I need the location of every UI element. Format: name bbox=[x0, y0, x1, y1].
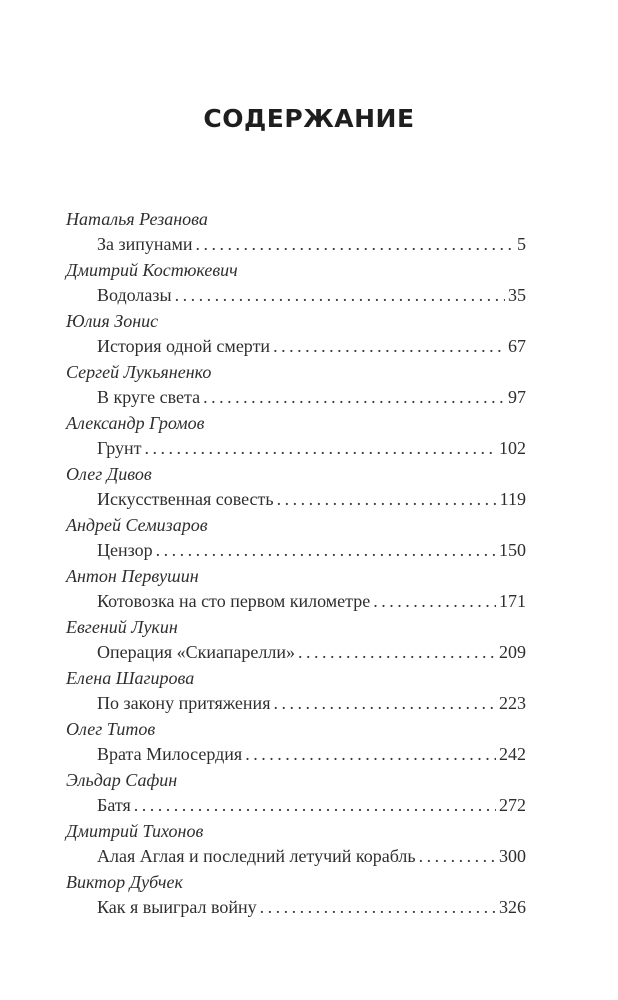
toc-title: Цензор bbox=[97, 540, 153, 560]
toc-page-number: 171 bbox=[499, 591, 526, 611]
toc-line[interactable] bbox=[66, 844, 526, 869]
page-title: СОДЕРЖАНИЕ bbox=[203, 104, 415, 133]
dot-leader bbox=[196, 232, 514, 257]
toc-entry bbox=[66, 513, 526, 564]
toc-author: Олег Титов bbox=[66, 719, 156, 739]
toc-page-number: 223 bbox=[499, 693, 526, 713]
dot-leader bbox=[145, 436, 496, 461]
toc-author: Наталья Резанова bbox=[66, 209, 208, 229]
toc-line[interactable] bbox=[66, 436, 526, 461]
toc-line[interactable] bbox=[66, 640, 526, 665]
toc-entry bbox=[66, 258, 526, 309]
toc-line[interactable] bbox=[66, 793, 526, 818]
toc-page-number: 35 bbox=[508, 285, 526, 305]
toc-entry bbox=[66, 462, 526, 513]
toc-page-number: 209 bbox=[499, 642, 526, 662]
toc-page-number: 97 bbox=[508, 387, 526, 407]
toc-line[interactable] bbox=[66, 742, 526, 767]
toc-line[interactable] bbox=[66, 538, 526, 563]
toc-title: Искусственная совесть bbox=[97, 489, 274, 509]
toc-entry bbox=[66, 615, 526, 666]
toc-author: Антон Первушин bbox=[66, 566, 199, 586]
toc-line[interactable] bbox=[66, 691, 526, 716]
toc-title: За зипунами bbox=[97, 234, 193, 254]
toc-title: В круге света bbox=[97, 387, 201, 407]
dot-leader bbox=[277, 487, 497, 512]
toc-page-number: 326 bbox=[499, 897, 526, 917]
toc-title: Как я выиграл войну bbox=[97, 897, 257, 917]
toc-author: Александр Громов bbox=[66, 413, 205, 433]
toc-entry bbox=[66, 666, 526, 717]
toc-entry bbox=[66, 768, 526, 819]
toc-entry bbox=[66, 411, 526, 462]
toc-title: Врата Милосердия bbox=[97, 744, 243, 764]
toc-line[interactable] bbox=[66, 283, 526, 308]
toc-entry bbox=[66, 309, 526, 360]
dot-leader bbox=[373, 589, 496, 614]
dot-leader bbox=[419, 844, 496, 869]
toc-author: Елена Шагирова bbox=[66, 668, 195, 688]
toc-entry bbox=[66, 819, 526, 870]
toc-line[interactable] bbox=[66, 895, 526, 920]
dot-leader bbox=[273, 334, 505, 359]
dot-leader bbox=[245, 742, 496, 767]
table-of-contents bbox=[66, 207, 526, 921]
toc-author: Эльдар Сафин bbox=[66, 770, 178, 790]
toc-line[interactable] bbox=[66, 232, 526, 257]
toc-page-number: 272 bbox=[499, 795, 526, 815]
toc-title: Батя bbox=[97, 795, 131, 815]
dot-leader bbox=[273, 691, 496, 716]
toc-page-number: 119 bbox=[499, 489, 526, 509]
toc-title: Грунт bbox=[97, 438, 142, 458]
toc-page-number: 242 bbox=[499, 744, 526, 764]
toc-line[interactable] bbox=[66, 589, 526, 614]
toc-title: Котовозка на сто первом километре bbox=[97, 591, 371, 611]
toc-entry bbox=[66, 717, 526, 768]
toc-entry bbox=[66, 360, 526, 411]
toc-author: Олег Дивов bbox=[66, 464, 152, 484]
toc-line[interactable] bbox=[66, 487, 526, 512]
dot-leader bbox=[298, 640, 496, 665]
toc-entry bbox=[66, 564, 526, 615]
toc-entry bbox=[66, 870, 526, 921]
toc-title: История одной смерти bbox=[97, 336, 271, 356]
toc-author: Дмитрий Костюкевич bbox=[66, 260, 238, 280]
toc-line[interactable] bbox=[66, 385, 526, 410]
toc-page-number: 150 bbox=[499, 540, 526, 560]
dot-leader bbox=[134, 793, 496, 818]
toc-title: Алая Аглая и последний летучий корабль bbox=[97, 846, 416, 866]
toc-entry bbox=[66, 207, 526, 258]
toc-page-number: 300 bbox=[499, 846, 526, 866]
toc-author: Андрей Семизаров bbox=[66, 515, 208, 535]
dot-leader bbox=[260, 895, 496, 920]
toc-title: Операция «Скиапарелли» bbox=[97, 642, 295, 662]
dot-leader bbox=[156, 538, 496, 563]
toc-line[interactable] bbox=[66, 334, 526, 359]
toc-title: По закону притяжения bbox=[97, 693, 271, 713]
toc-page-number: 102 bbox=[499, 438, 526, 458]
toc-author: Евгений Лукин bbox=[66, 617, 178, 637]
toc-author: Сергей Лукьяненко bbox=[66, 362, 212, 382]
toc-author: Дмитрий Тихонов bbox=[66, 821, 204, 841]
toc-page-number: 5 bbox=[517, 234, 526, 254]
dot-leader bbox=[203, 385, 505, 410]
toc-title: Водолазы bbox=[97, 285, 172, 305]
dot-leader bbox=[175, 283, 505, 308]
toc-author: Виктор Дубчек bbox=[66, 872, 183, 892]
toc-author: Юлия Зонис bbox=[66, 311, 159, 331]
toc-page-number: 67 bbox=[508, 336, 526, 356]
